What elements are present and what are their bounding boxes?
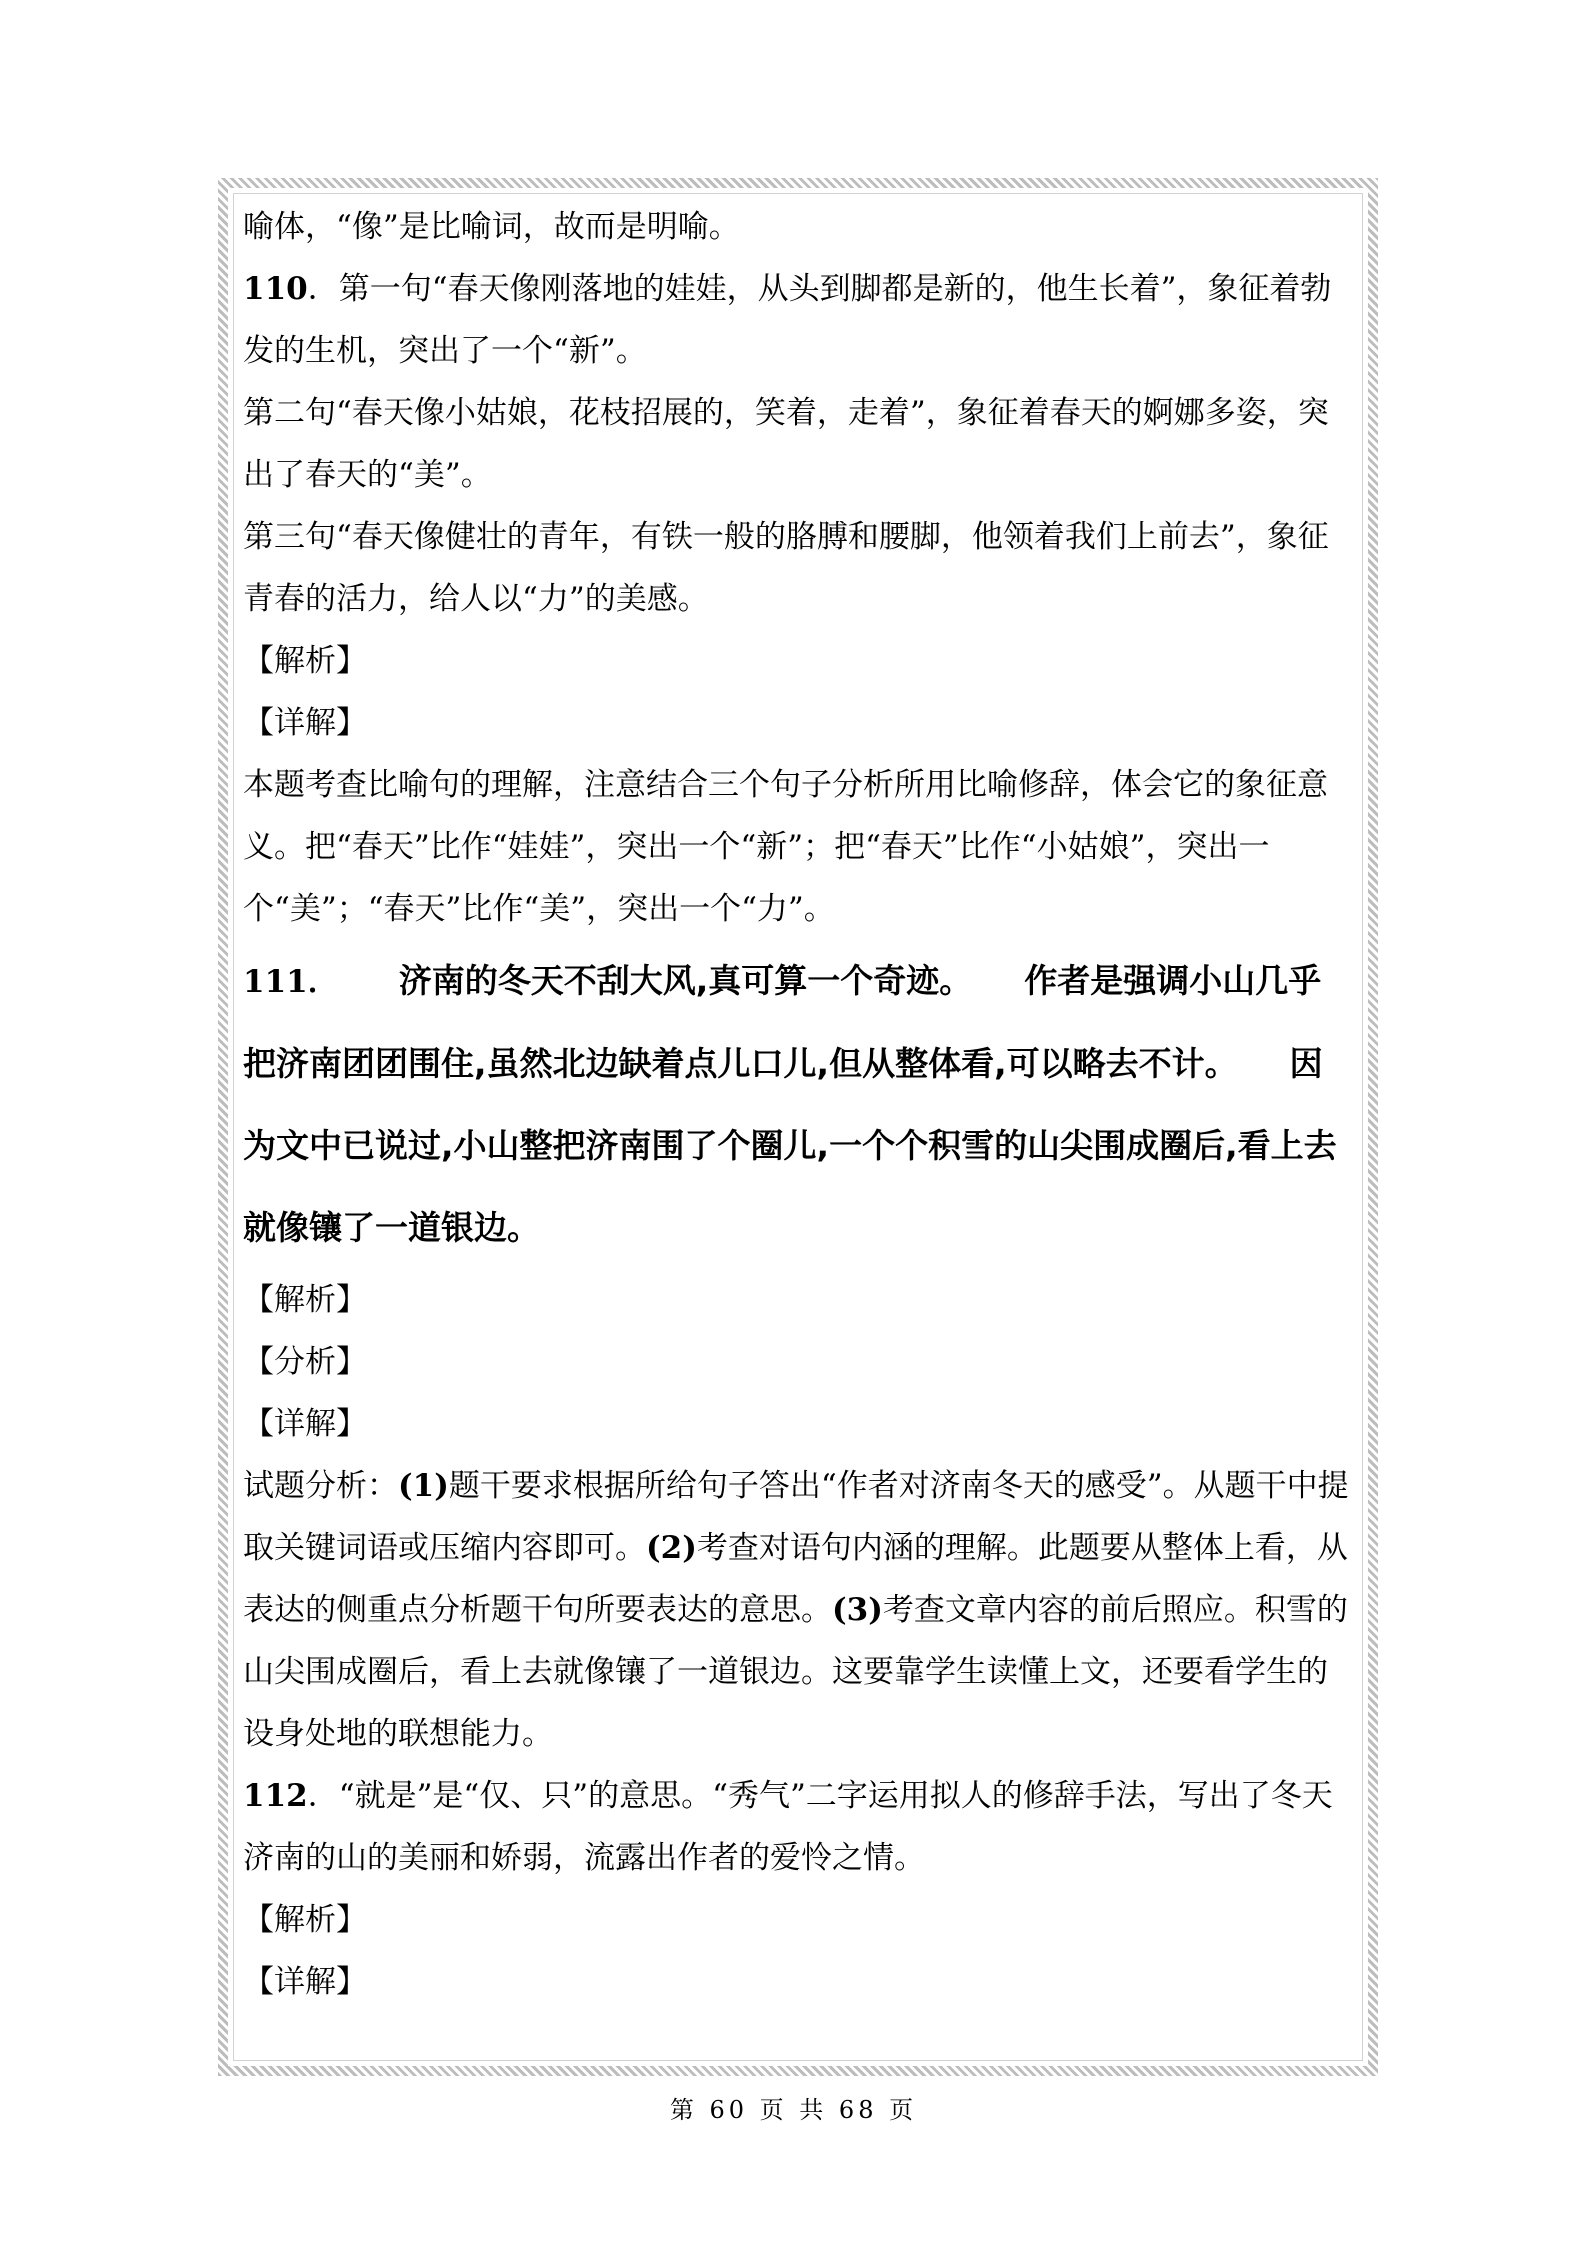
text: 考查对语句内涵的理解。此题要从整体上看，从表达的侧重点分析题干句所要表达的意思。 bbox=[243, 1530, 1348, 1628]
answer-part-3: 因为文中已说过,小山整把济南围了个圈儿,一个个积雪的山尖围成圈后,看上去就像镶了一道银边。 bbox=[243, 1044, 1337, 1247]
answer-110 bbox=[243, 258, 1353, 382]
paragraph: 喻体，“像”是比喻词，故而是明喻。 bbox=[243, 209, 740, 245]
paragraph: 第二句“春天像小姑娘，花枝招展的，笑着，走着”，象征着春天的婀娜多姿，突出了春天的“美”。 bbox=[243, 395, 1329, 493]
question-number: 112 bbox=[243, 1778, 308, 1814]
page-footer: 第 60 页 共 68 页 bbox=[669, 2096, 918, 2124]
text: 试题分析： bbox=[243, 1468, 398, 1504]
section-label-jiexi: 【解析】 bbox=[243, 643, 367, 679]
paragraph: 第三句“春天像健壮的青年，有铁一般的胳膊和腰脚，他领着我们上前去”，象征青春的活力，给人以“力”的美感。 bbox=[243, 519, 1329, 617]
page-content bbox=[243, 196, 1353, 2013]
section-label-xiangjie: 【详解】 bbox=[243, 705, 367, 741]
question-number: 110 bbox=[243, 271, 308, 307]
answer-111 bbox=[243, 940, 1353, 1269]
section-label-jiexi: 【解析】 bbox=[243, 1282, 367, 1318]
question-dot: ． bbox=[307, 964, 339, 1000]
section-label-jiexi: 【解析】 bbox=[243, 1902, 367, 1938]
section-label-xiangjie: 【详解】 bbox=[243, 1406, 367, 1442]
section-label-xiangjie: 【详解】 bbox=[243, 1964, 367, 2000]
paragraph bbox=[243, 1455, 1353, 1765]
text: 考查文章内容的前后照应。积雪的山尖围成圈后，看上去就像镶了一道银边。这要靠学生读懂上文，还要看学生的设身处地的联想能力。 bbox=[243, 1592, 1348, 1752]
answer-text: ．第一句“春天像刚落地的娃娃，从头到脚都是新的，他生长着”，象征着勃发的生机，突出了一个“新”。 bbox=[243, 271, 1332, 369]
item-number: (2) bbox=[646, 1530, 697, 1566]
paragraph: 本题考查比喻句的理解，注意结合三个句子分析所用比喻修辞，体会它的象征意义。把“春天”比作“娃娃”，突出一个“新”；把“春天”比作“小姑娘”，突出一个“美”；“春天”比作“美”，突出一个“力”。 bbox=[243, 767, 1328, 927]
question-number: 111 bbox=[243, 964, 308, 1000]
answer-part-1: 济南的冬天不刮大风,真可算一个奇迹。 bbox=[398, 961, 973, 1000]
item-number: (3) bbox=[832, 1592, 883, 1628]
answer-part-2: 作者是强调小山几乎把济南团团围住,虽然北边缺着点儿口儿,但从整体看,可以略去不计。 bbox=[243, 961, 1322, 1083]
answer-text: ．“就是”是“仅、只”的意思。“秀气”二字运用拟人的修辞手法，写出了冬天济南的山的美丽和娇弱，流露出作者的爱怜之情。 bbox=[243, 1778, 1333, 1876]
section-label-fenxi: 【分析】 bbox=[243, 1344, 367, 1380]
item-number: (1) bbox=[398, 1468, 449, 1504]
answer-112 bbox=[243, 1765, 1353, 1889]
text: 题干要求根据所给句子答出“作者对济南冬天的感受”。从题干中提取关键词语或压缩内容即可。 bbox=[243, 1468, 1349, 1566]
